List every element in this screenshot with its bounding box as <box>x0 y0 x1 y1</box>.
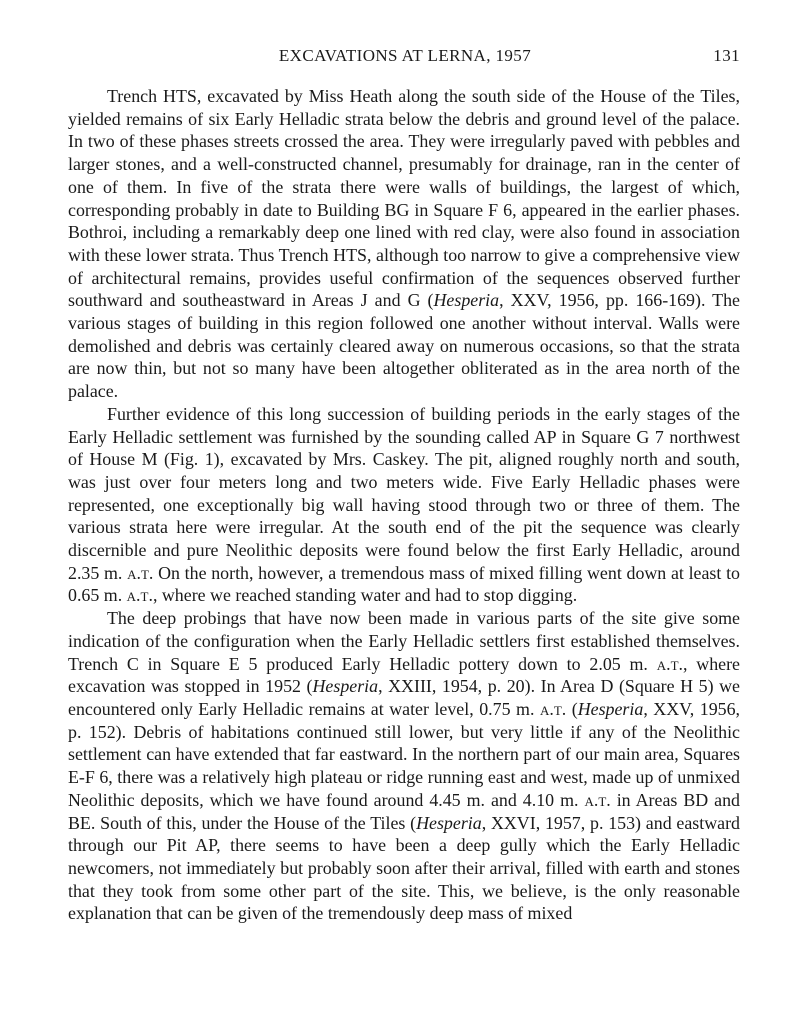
elevation-unit: a.t. <box>127 562 154 583</box>
text-run: , XXV, 1956, pp. 166-169). The various stages of building in this region followed one another without interval. Walls were demolished and debris was certainly cleared away on numerous occasions, so that the strata are now thin, but not so many have been altogether obliterated as in the area north of the palace. <box>68 290 740 402</box>
text-run: , where excavation was stopped in 1952 ( <box>68 653 740 697</box>
text-run: Trench HTS, excavated by Miss Heath along the south side of the House of the Tiles, yielded remains of six Early Helladic strata below the debris and ground level of the palace. In two of these phases streets crossed the area. They were irregularly paved with pebbles and larger stones, and a well-constructed channel, presumably for drainage, ran in the center of one of them. In five of the strata there were walls of buildings, the largest of which, corresponding probably in date to Building BG in Square F 6, appeared in the earlier phases. Bothroi, including a remarkably deep one lined with red clay, were also found in association with these lower strata. Thus Trench HTS, although too narrow to give a comprehensive view of architectural remains, provides useful confirmation of the sequences observed further southward and southeastward in Areas J and G ( <box>68 86 740 311</box>
journal-title: Hesperia <box>433 290 500 311</box>
elevation-unit: a.t. <box>584 789 611 810</box>
journal-title: Hesperia <box>312 676 379 697</box>
page-number: 131 <box>713 46 740 65</box>
running-header <box>70 46 740 70</box>
paragraph-1 <box>68 85 740 403</box>
elevation-unit: a.t. <box>126 585 153 606</box>
journal-title: Hesperia <box>416 812 482 833</box>
text-run: The deep probings that have now been made in various parts of the site give some indication of the configuration when the Early Helladic settlers first established themselves. Trench C in Square E 5 produced Early Helladic pottery down to 2.05 m. <box>68 608 740 674</box>
text-run: in Areas BD and BE. South of this, under the House of the Tiles ( <box>68 789 740 833</box>
text-run: On the north, however, a tremendous mass of mixed filling went down at least to 0.65 m. <box>68 562 740 606</box>
text-run: , XXV, 1956, p. 152). Debris of habitations continued still lower, but very little if any of the Neolithic settlement can have extended that far eastward. In the northern part of our main area, Squares E-F 6, there was a relatively high plateau or ridge running east and west, made up of unmixed Neolithic deposits, which we have found around 4.45 m. and 4.10 m. <box>68 698 740 810</box>
elevation-unit: a.t. <box>656 653 683 674</box>
text-run: Further evidence of this long succession of building periods in the early stages of the Early Helladic settlement was furnished by the sounding called AP in Square G 7 northwest of House M (Fig. 1), excavated by Mrs. Caskey. The pit, aligned roughly north and south, was just over four meters long and two meters wide. Five Early Helladic phases were represented, one exceptionally big wall having stood through two or three of them. The various strata here were irregular. At the south end of the pit the sequence was clearly discernible and pure Neolithic deposits were found below the first Early Helladic, around 2.35 m. <box>68 403 740 583</box>
journal-title: Hesperia <box>577 698 644 719</box>
text-run: , XXVI, 1957, p. 153) and eastward through our Pit AP, there seems to have been a deep gully which the Early Helladic newcomers, not immediately but probably soon after their arrival, filled with earth and stones that they took from some other part of the site. This, we believe, is the only reasonable explanation that can be given of the tremendously deep mass of mixed <box>68 812 741 924</box>
elevation-unit: a.t. <box>539 698 567 719</box>
body-text <box>68 85 740 925</box>
paragraph-2 <box>68 403 740 607</box>
text-run: , XXIII, 1954, p. 20). In Area D (Square H 5) we encountered only Early Helladic remains at water level, 0.75 m. <box>68 676 740 719</box>
text-run: ( <box>566 698 578 719</box>
paragraph-3 <box>68 607 740 925</box>
text-run: , where we reached standing water and had to stop digging. <box>152 585 578 606</box>
running-title: EXCAVATIONS AT LERNA, 1957 <box>278 46 532 65</box>
